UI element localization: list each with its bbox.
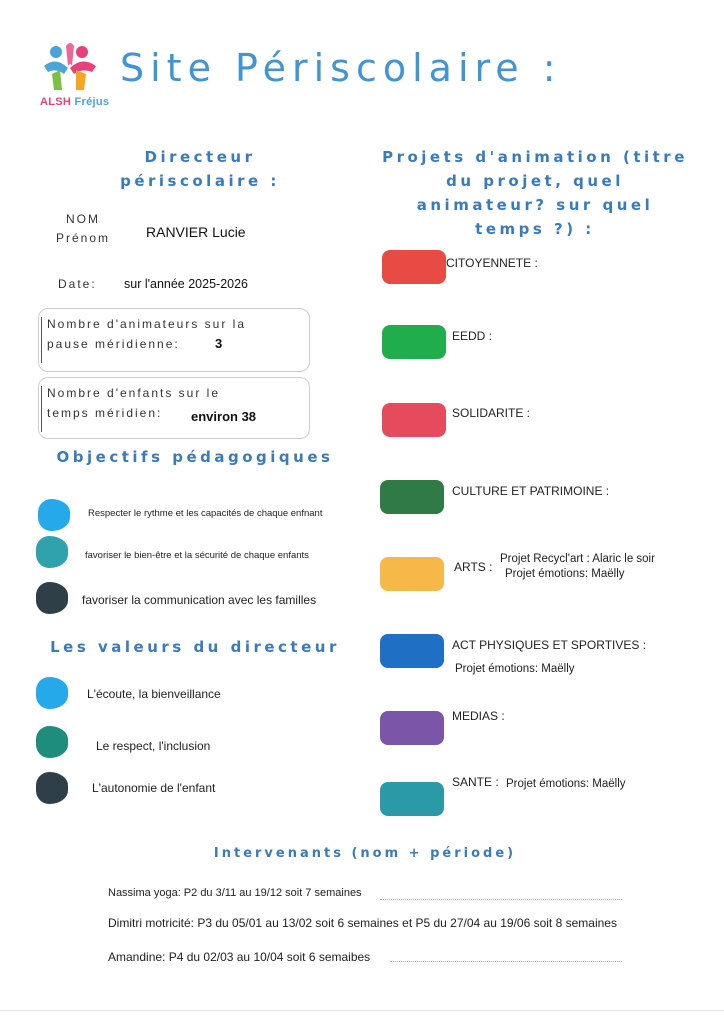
objective-bullet-icon	[38, 499, 70, 531]
project-color-swatch	[380, 711, 444, 745]
intervenant-line: Nassima yoga: P2 du 3/11 au 19/12 soit 7 semaines	[108, 887, 362, 899]
project-color-swatch	[380, 557, 444, 591]
project-label: SOLIDARITE :	[452, 406, 531, 420]
project-detail: Projet Recycl'art : Alaric le soir	[500, 553, 655, 565]
project-detail: Projet émotions: Maëlly	[506, 778, 626, 790]
project-label: CITOYENNETE :	[446, 256, 538, 270]
projects-heading-line3: animateur? sur quel	[416, 196, 654, 214]
animateurs-value: 3	[215, 336, 223, 351]
enfants-value: environ 38	[191, 409, 257, 424]
project-label: SANTE :	[452, 775, 499, 789]
enfants-label-line2: temps méridien:	[47, 406, 163, 420]
project-label: EEDD :	[452, 329, 493, 343]
project-color-swatch	[382, 250, 446, 284]
objective-text: Respecter le rythme et les capacités de chaque enfnant	[88, 508, 323, 519]
animateurs-label-line2: pause méridienne:	[47, 337, 180, 351]
objective-bullet-icon	[36, 536, 68, 568]
intervenant-line: Dimitri motricité: P3 du 05/01 au 13/02 soit 6 semaines et P5 du 27/04 au 19/06 soit 8 semaines	[108, 916, 617, 930]
logo-caption	[40, 96, 109, 108]
dotted-line	[380, 899, 622, 900]
animateurs-box	[38, 308, 310, 372]
intervenant-line: Amandine: P4 du 02/03 au 10/04 soit 6 semaibes	[108, 950, 371, 964]
objective-bullet-icon	[36, 582, 68, 614]
objective-text: favoriser la communication avec les familles	[82, 593, 317, 607]
projects-heading	[380, 145, 690, 241]
project-label: ARTS :	[454, 560, 493, 574]
value-text: L'autonomie de l'enfant	[92, 781, 216, 795]
project-detail: Projet émotions: Maëlly	[505, 568, 625, 580]
project-detail: Projet émotions: Maëlly	[455, 663, 575, 675]
value-bullet-icon	[36, 677, 68, 709]
project-label: MEDIAS :	[452, 709, 505, 723]
project-color-swatch	[382, 325, 446, 359]
nom-label: NOM	[66, 212, 100, 226]
enfants-label-line1: Nombre d'enfants sur le	[47, 386, 221, 400]
dotted-line	[390, 961, 622, 962]
project-color-swatch	[382, 403, 446, 437]
projects-heading-line2: du projet, quel	[446, 172, 624, 190]
objectives-heading: Objectifs pédagogiques	[56, 448, 334, 466]
value-text: L'écoute, la bienveillance	[87, 687, 221, 701]
director-heading	[95, 145, 305, 193]
projects-heading-line4: temps ?) :	[475, 220, 595, 238]
intervenants-heading: Intervenants (nom + période)	[213, 846, 517, 861]
project-label: CULTURE ET PATRIMOINE :	[452, 484, 610, 498]
director-heading-line2: périscolaire :	[120, 172, 280, 190]
project-color-swatch	[380, 634, 444, 668]
prenom-label: Prénom	[56, 231, 111, 245]
page-bottom-divider	[0, 1010, 724, 1011]
project-label: ACT PHYSIQUES ET SPORTIVES :	[452, 638, 647, 652]
value-bullet-icon	[36, 772, 68, 804]
value-bullet-icon	[36, 726, 68, 758]
logo-caption-city: Fréjus	[74, 96, 110, 108]
date-value: sur l'année 2025-2026	[124, 277, 249, 291]
director-heading-line1: Directeur	[144, 148, 256, 166]
values-heading: Les valeurs du directeur	[50, 638, 340, 656]
project-color-swatch	[380, 480, 444, 514]
objective-text: favoriser le bien-être et la sécurité de chaque enfants	[85, 550, 309, 561]
animateurs-label-line1: Nombre d'animateurs sur la	[47, 317, 247, 331]
logo-caption-alsh: ALSH	[40, 96, 72, 108]
director-name: RANVIER Lucie	[146, 224, 246, 240]
date-label: Date:	[58, 277, 97, 291]
projects-heading-line1: Projets d'animation (titre	[382, 148, 688, 166]
project-color-swatch	[380, 782, 444, 816]
value-text: Le respect, l'inclusion	[96, 739, 211, 753]
page-title: Site Périscolaire :	[120, 46, 562, 90]
enfants-box	[38, 377, 310, 439]
